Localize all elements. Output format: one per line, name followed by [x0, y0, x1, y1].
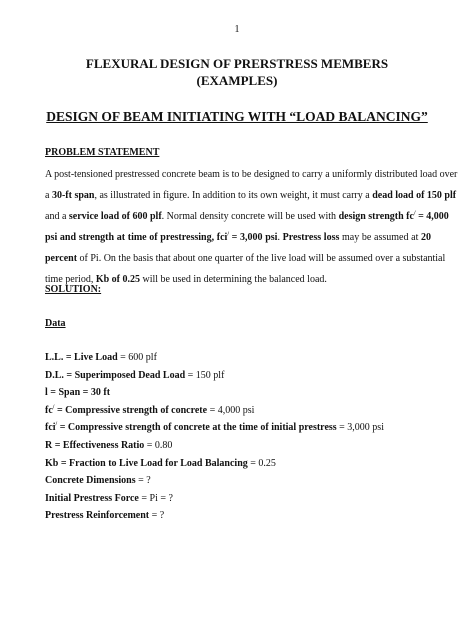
data-label: R = Effectiveness Ratio [45, 439, 145, 451]
data-label: fc [45, 404, 53, 416]
text-run: , as illustrated in figure. In addition to its own weight, it must carry a [94, 190, 373, 201]
bold-run: = 3,000 psi [228, 232, 278, 243]
data-label: fci [45, 422, 56, 434]
paragraph-line [45, 248, 446, 269]
data-row-dead-load [45, 367, 384, 385]
data-label: l = Span = 30 ft [45, 387, 111, 399]
text-run: time period, [45, 274, 96, 285]
bold-run: Prestress loss [282, 232, 340, 243]
bold-run: design strength fc [338, 211, 414, 222]
data-row-concrete-dimensions [45, 472, 384, 490]
page-number: 1 [234, 24, 240, 35]
data-row-kb [45, 455, 384, 473]
data-row-span [45, 384, 384, 402]
data-label: = Compressive strength of concrete [54, 404, 208, 416]
data-row-initial-prestress [45, 490, 384, 508]
prime-mark: / [55, 422, 58, 429]
problem-statement-heading: PROBLEM STATEMENT [45, 147, 160, 158]
text-run: . [277, 232, 283, 243]
prime-mark: / [413, 210, 416, 217]
data-row-fci [45, 419, 384, 437]
data-heading: Data [45, 318, 66, 329]
bold-run: 30-ft span [51, 190, 95, 201]
bold-run: = 4,000 [415, 211, 449, 222]
data-value: = ? [149, 510, 165, 522]
data-label: Kb = Fraction to Live Load for Load Balancing [45, 457, 248, 469]
data-value: = 600 plf [117, 352, 157, 363]
data-value: = 4,000 psi [207, 404, 255, 416]
paragraph-line [45, 164, 458, 185]
paragraph-line [45, 206, 449, 227]
text-run: may be assumed at [339, 232, 422, 243]
bold-run: dead load of 150 plf [372, 190, 457, 201]
paragraph-line [45, 269, 431, 290]
text-run: a [45, 190, 52, 201]
text-run: and a [45, 211, 69, 222]
data-row-effectiveness-ratio [45, 437, 384, 455]
data-value: = 3,000 psi [336, 422, 384, 434]
section-title: DESIGN OF BEAM INITIATING WITH “LOAD BALANCING” [46, 109, 428, 124]
data-row-fc [45, 402, 384, 420]
data-value: = ? [135, 475, 151, 487]
data-label: = Compressive strength of concrete at the time of initial prestress [57, 422, 337, 434]
data-value: = Pi = ? [138, 492, 173, 504]
data-value: = 0.80 [144, 439, 173, 451]
prime-mark: / [52, 404, 55, 411]
bold-run: percent [45, 253, 78, 264]
document-title-line1: FLEXURAL DESIGN OF PRERSTRESS MEMBERS [85, 56, 389, 71]
prime-mark: / [227, 231, 229, 238]
data-label: Prestress Reinforcement [45, 510, 150, 522]
data-label: Concrete Dimensions [45, 475, 136, 487]
paragraph-line [45, 185, 457, 206]
data-row-prestress-reinforcement [45, 507, 384, 525]
bold-run: psi and strength at time of prestressing, fci [45, 232, 228, 243]
bold-run: service load of 600 plf [68, 211, 162, 222]
document-title-line2: (EXAMPLES) [196, 73, 278, 88]
data-list [45, 349, 384, 525]
problem-paragraph [45, 164, 458, 290]
bold-run: 20 [421, 232, 432, 243]
data-label: D.L. = Superimposed Dead Load [45, 369, 186, 381]
paragraph-line [45, 227, 431, 248]
text-run: . Normal density concrete will be used with [161, 211, 339, 222]
data-row-live-load [45, 349, 384, 367]
data-label: L.L. = Live Load [45, 352, 118, 363]
bold-run: Kb of 0.25 [95, 274, 140, 285]
text-run: of Pi. On the basis that about one quarter of the live load will be assumed over a substantial [77, 253, 446, 264]
text-run: will be used in determining the balanced load. [140, 274, 327, 285]
data-label: Initial Prestress Force [45, 492, 139, 504]
solution-heading: SOLUTION: [45, 284, 102, 295]
data-value: = 0.25 [247, 457, 276, 469]
data-value: = 150 plf [185, 369, 225, 381]
text-run: A post-tensioned prestressed concrete beam is to be designed to carry a uniformly distributed load over [45, 169, 458, 180]
